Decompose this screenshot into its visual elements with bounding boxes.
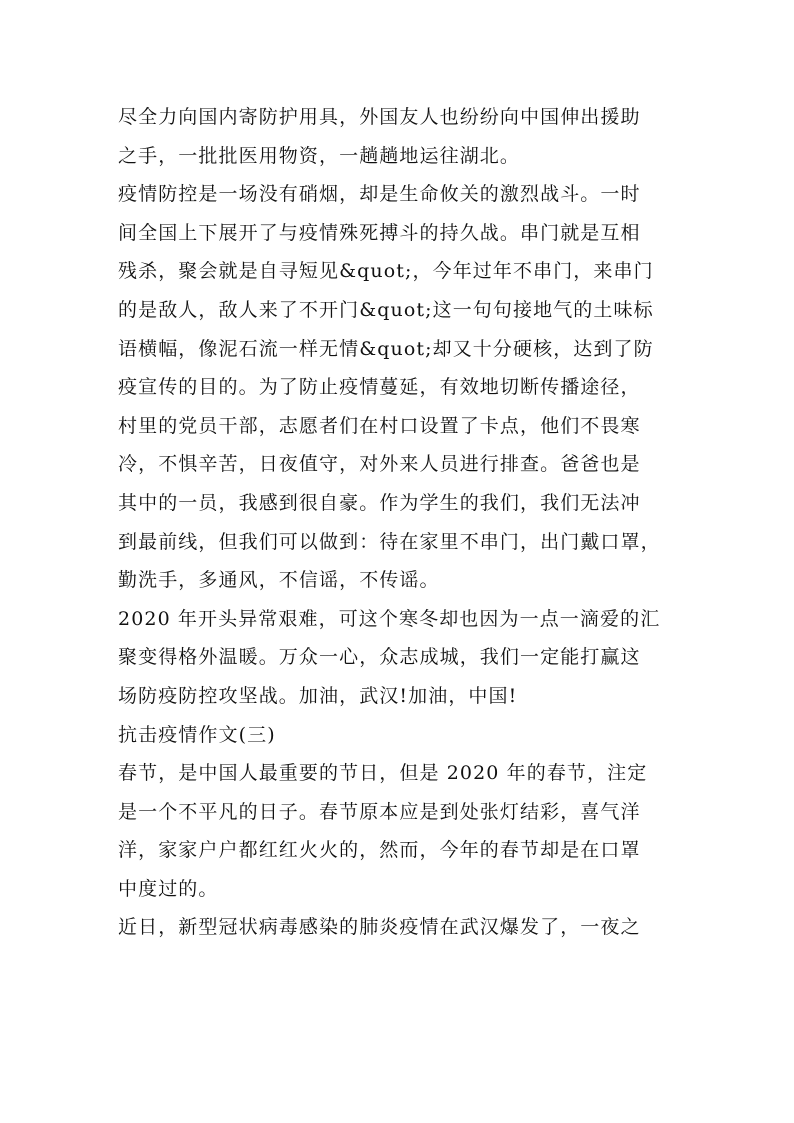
text-line: 聚变得格外温暖。万众一心，众志成城，我们一定能打赢这 xyxy=(118,646,641,669)
text-line: 勤洗手，多通风，不信谣，不传谣。 xyxy=(118,569,440,592)
document-body xyxy=(118,98,678,947)
text-line: 中度过的。 xyxy=(118,877,219,900)
text-line: 间全国上下展开了与疫情殊死搏斗的持久战。串门就是互相 xyxy=(118,221,641,244)
text-line: 其中的一员，我感到很自豪。作为学生的我们，我们无法冲 xyxy=(118,491,641,514)
text-line: 冷，不惧辛苦，日夜值守，对外来人员进行排查。爸爸也是 xyxy=(118,453,641,476)
text-line: 的是敌人，敌人来了不开门&quot;这一句句接地气的土味标 xyxy=(118,298,654,321)
text-line: 到最前线，但我们可以做到：待在家里不串门，出门戴口罩， xyxy=(118,530,661,553)
text-line: 语横幅，像泥石流一样无情&quot;却又十分硬核，达到了防 xyxy=(118,337,654,360)
text-line: 近日，新型冠状病毒感染的肺炎疫情在武汉爆发了，一夜之 xyxy=(118,916,641,939)
text-line: 村里的党员干部，志愿者们在村口设置了卡点，他们不畏寒 xyxy=(118,414,641,437)
text-line: 疫情防控是一场没有硝烟，却是生命攸关的激烈战斗。一时 xyxy=(118,183,641,206)
text-line: 2020 年开头异常艰难，可这个寒冬却也因为一点一滴爱的汇 xyxy=(118,607,661,630)
section-heading: 抗击疫情作文(三) xyxy=(118,723,276,746)
text-line: 尽全力向国内寄防护用具，外国友人也纷纷向中国伸出援助 xyxy=(118,106,641,128)
text-line: 之手，一批批医用物资，一趟趟地运往湖北。 xyxy=(118,144,521,167)
text-line: 洋，家家户户都红红火火的，然而，今年的春节却是在口罩 xyxy=(118,839,641,862)
text-line: 场防疫防控攻坚战。加油，武汉!加油，中国! xyxy=(118,684,518,707)
text-line: 是一个不平凡的日子。春节原本应是到处张灯结彩，喜气洋 xyxy=(118,800,641,823)
text-line: 疫宣传的目的。为了防止疫情蔓延，有效地切断传播途径， xyxy=(118,376,641,399)
text-line: 残杀，聚会就是自寻短见&quot;，今年过年不串门，来串门 xyxy=(118,260,654,283)
text-line: 春节，是中国人最重要的节日，但是 2020 年的春节，注定 xyxy=(118,762,648,785)
